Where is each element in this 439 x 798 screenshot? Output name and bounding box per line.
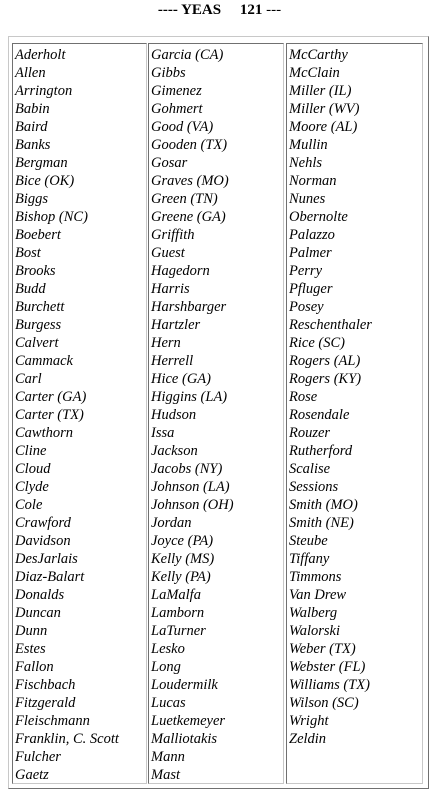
- member-name: Palmer: [289, 245, 332, 261]
- member-name: Davidson: [15, 533, 71, 549]
- member-name: Long: [151, 659, 181, 675]
- member-name: Dunn: [15, 623, 48, 639]
- member-name: Boebert: [15, 227, 61, 243]
- member-name: Rose: [289, 389, 318, 405]
- member-name: Carter (TX): [15, 407, 84, 423]
- member-name: Kelly (MS): [151, 551, 215, 567]
- member-name: Burchett: [15, 299, 65, 315]
- member-name: Graves (MO): [151, 173, 229, 189]
- member-name: Issa: [151, 425, 175, 441]
- member-name: Fallon: [15, 659, 54, 675]
- member-name: Fleischmann: [15, 713, 90, 729]
- member-name: Duncan: [15, 605, 61, 621]
- member-name: Kelly (PA): [151, 569, 211, 585]
- member-name: Van Drew: [289, 587, 347, 603]
- member-name: Calvert: [15, 335, 59, 351]
- member-name: Hice (GA): [151, 371, 211, 387]
- member-name: Gosar: [151, 155, 188, 171]
- member-name: Rogers (AL): [289, 353, 361, 369]
- member-name: Rutherford: [289, 443, 353, 459]
- member-name: Donalds: [15, 587, 65, 603]
- member-name: Lesko: [151, 641, 185, 657]
- member-name: Baird: [15, 119, 48, 135]
- member-name: Cammack: [15, 353, 73, 369]
- member-name: Cole: [15, 497, 43, 513]
- member-name: Brooks: [15, 263, 56, 279]
- member-name: Gohmert: [151, 101, 203, 117]
- member-name: Luetkemeyer: [151, 713, 226, 729]
- member-name: Carl: [15, 371, 42, 387]
- member-name: Cline: [15, 443, 47, 459]
- member-name: Bice (OK): [15, 173, 75, 189]
- member-name: DesJarlais: [15, 551, 78, 567]
- member-name: McCarthy: [289, 47, 348, 63]
- member-name: Clyde: [15, 479, 49, 495]
- member-name: Obernolte: [289, 209, 348, 225]
- member-name: Budd: [15, 281, 46, 297]
- member-name: Guest: [151, 245, 185, 261]
- member-name: Bergman: [15, 155, 68, 171]
- member-name: Malliotakis: [151, 731, 218, 747]
- member-name: Rice (SC): [289, 335, 345, 351]
- member-name: Gooden (TX): [151, 137, 228, 153]
- member-name: Fischbach: [15, 677, 76, 693]
- member-name: Burgess: [15, 317, 62, 333]
- member-name: Wilson (SC): [289, 695, 359, 711]
- member-name: Harshbarger: [151, 299, 227, 315]
- member-name: Allen: [15, 65, 46, 81]
- member-name: Diaz-Balart: [15, 569, 85, 585]
- vote-heading: ---- YEAS: [157, 2, 222, 18]
- member-name: Webster (FL): [289, 659, 366, 675]
- names-column-3: [286, 43, 423, 784]
- member-name: Wright: [289, 713, 329, 729]
- member-name: LaTurner: [151, 623, 206, 639]
- member-name: Nunes: [289, 191, 326, 207]
- member-name: Jacobs (NY): [151, 461, 223, 477]
- member-name: Smith (NE): [289, 515, 354, 531]
- member-name: Sessions: [289, 479, 339, 495]
- member-name: Rosendale: [289, 407, 350, 423]
- member-name: Weber (TX): [289, 641, 356, 657]
- vote-header-suffix: ---: [266, 2, 282, 18]
- member-name: Gibbs: [151, 65, 186, 81]
- member-name: Griffith: [151, 227, 195, 243]
- member-name: Timmons: [289, 569, 342, 585]
- member-name: Smith (MO): [289, 497, 358, 513]
- member-name: Hartzler: [151, 317, 201, 333]
- member-name: Scalise: [289, 461, 331, 477]
- member-name: Bost: [15, 245, 41, 261]
- member-name: Tiffany: [289, 551, 330, 567]
- member-name: Moore (AL): [289, 119, 358, 135]
- member-name: Biggs: [15, 191, 49, 207]
- vote-count: 121: [239, 2, 263, 18]
- member-name: LaMalfa: [151, 587, 201, 603]
- member-name: Steube: [289, 533, 328, 549]
- member-name: Mullin: [289, 137, 328, 153]
- member-name: Estes: [15, 641, 46, 657]
- member-name: Aderholt: [15, 47, 66, 63]
- member-name: Perry: [289, 263, 323, 279]
- member-name: Loudermilk: [151, 677, 218, 693]
- yeas-table: [8, 36, 429, 789]
- member-name: Mast: [151, 767, 180, 783]
- member-name: Carter (GA): [15, 389, 87, 405]
- names-column-1: [12, 43, 147, 784]
- member-name: Jackson: [151, 443, 198, 459]
- member-name: Mann: [151, 749, 185, 765]
- member-name: Joyce (PA): [151, 533, 214, 549]
- member-name: Norman: [289, 173, 337, 189]
- member-name: Green (TN): [151, 191, 218, 207]
- member-name: Greene (GA): [151, 209, 226, 225]
- member-name: Banks: [15, 137, 51, 153]
- member-name: Harris: [151, 281, 190, 297]
- member-name: Gaetz: [15, 767, 49, 783]
- member-name: Zeldin: [289, 731, 327, 747]
- member-name: McClain: [289, 65, 340, 81]
- member-name: Cawthorn: [15, 425, 74, 441]
- member-name: Lamborn: [151, 605, 205, 621]
- member-name: Babin: [15, 101, 50, 117]
- member-name: Johnson (LA): [151, 479, 230, 495]
- member-name: Hagedorn: [151, 263, 210, 279]
- member-name: Lucas: [151, 695, 186, 711]
- member-name: Arrington: [15, 83, 73, 99]
- member-name: Garcia (CA): [151, 47, 224, 63]
- member-name: Rouzer: [289, 425, 331, 441]
- vote-header: [0, 0, 439, 22]
- member-name: Walorski: [289, 623, 341, 639]
- member-name: Herrell: [151, 353, 194, 369]
- member-name: Gimenez: [151, 83, 202, 99]
- member-name: Rogers (KY): [289, 371, 362, 387]
- member-name: Jordan: [151, 515, 192, 531]
- member-name: Posey: [289, 299, 324, 315]
- member-name: Hudson: [151, 407, 197, 423]
- member-name: Cloud: [15, 461, 51, 477]
- member-name: Nehls: [289, 155, 323, 171]
- member-name: Fitzgerald: [15, 695, 76, 711]
- member-name: Palazzo: [289, 227, 335, 243]
- names-column-2: [148, 43, 284, 784]
- member-name: Fulcher: [15, 749, 61, 765]
- member-name: Reschenthaler: [289, 317, 372, 333]
- member-name: Pfluger: [289, 281, 333, 297]
- member-name: Williams (TX): [289, 677, 370, 693]
- member-name: Good (VA): [151, 119, 214, 135]
- member-name: Higgins (LA): [151, 389, 228, 405]
- member-name: Johnson (OH): [151, 497, 234, 513]
- member-name: Bishop (NC): [15, 209, 88, 225]
- member-name: Miller (WV): [289, 101, 360, 117]
- member-name: Crawford: [15, 515, 71, 531]
- member-name: Hern: [151, 335, 181, 351]
- member-name: Franklin, C. Scott: [15, 731, 119, 747]
- member-name: Miller (IL): [289, 83, 352, 99]
- member-name: Walberg: [289, 605, 338, 621]
